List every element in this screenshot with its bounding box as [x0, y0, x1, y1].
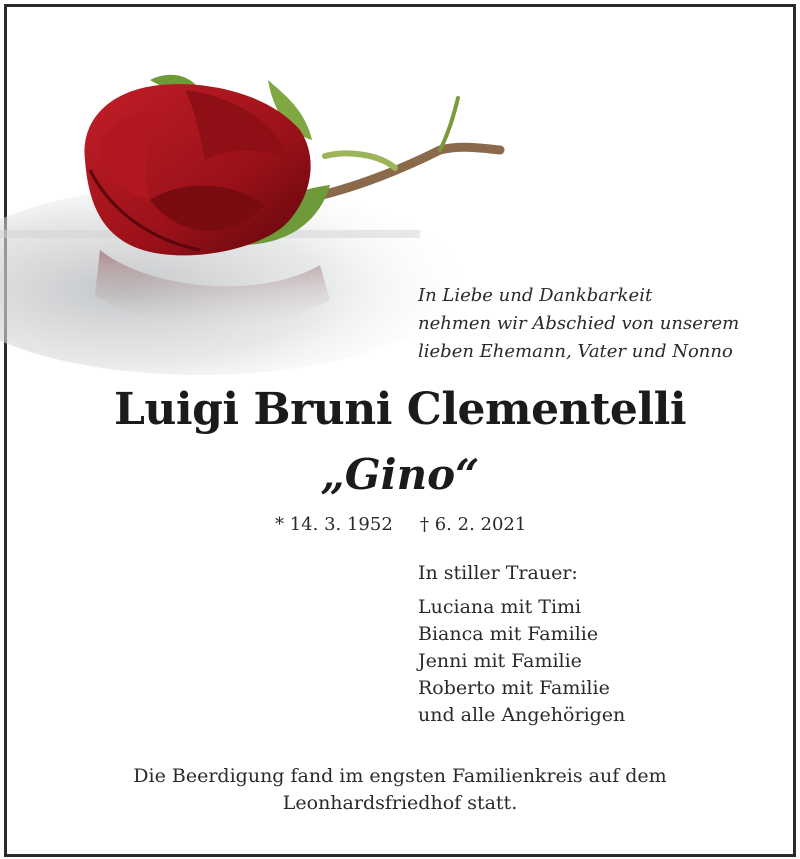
- intro-line: nehmen wir Abschied von unserem: [418, 313, 740, 334]
- intro-line: lieben Ehemann, Vater und Nonno: [418, 341, 733, 362]
- deceased-nickname: „Gino“: [320, 450, 480, 499]
- mourners-heading: In stiller Trauer:: [418, 562, 578, 584]
- birth-date: * 14. 3. 1952: [275, 514, 393, 535]
- notice-line: Die Beerdigung fand im engsten Familienkreis auf dem: [133, 765, 667, 787]
- mourner-name: Roberto mit Familie: [418, 677, 610, 699]
- notice-line: Leonhardsfriedhof statt.: [282, 792, 518, 814]
- mourners-block: [418, 560, 625, 729]
- funeral-notice: [0, 763, 800, 817]
- mourner-name: Bianca mit Familie: [418, 623, 599, 645]
- deceased-name: Luigi Bruni Clementelli: [113, 384, 687, 435]
- intro-text: [418, 282, 788, 366]
- mourner-name: Luciana mit Timi: [418, 596, 582, 618]
- mourner-name: Jenni mit Familie: [418, 650, 582, 672]
- intro-line: In Liebe und Dankbarkeit: [418, 285, 653, 306]
- death-date: † 6. 2. 2021: [420, 514, 527, 535]
- mourner-name: und alle Angehörigen: [418, 704, 626, 726]
